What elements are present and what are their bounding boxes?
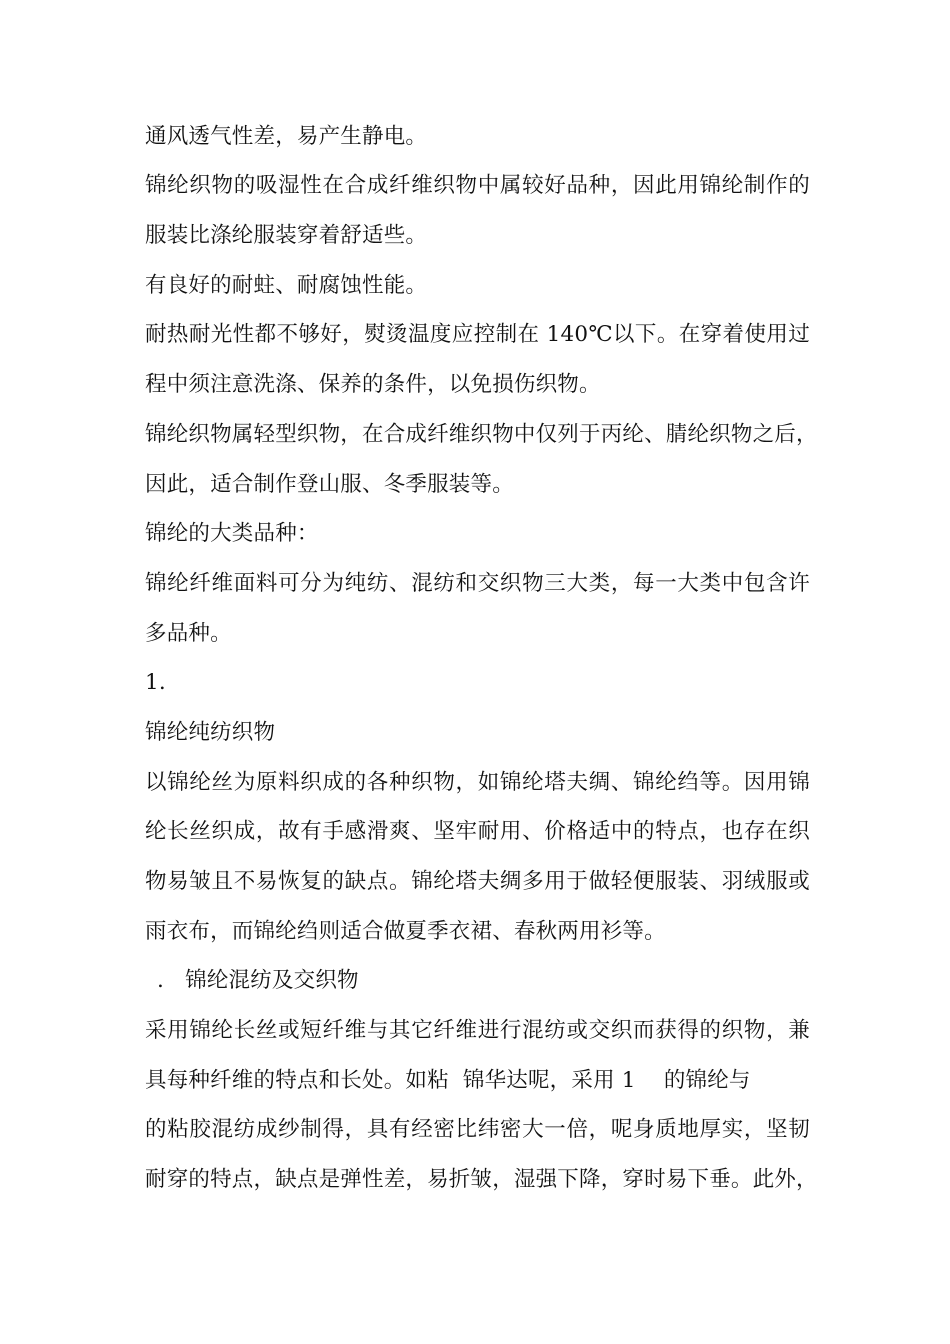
text-line: 锦纶纤维面料可分为纯纺、混纺和交织物三大类，每一大类中包含许 [145,571,810,596]
text-line: 以锦纶丝为原料织成的各种织物，如锦纶塔夫绸、锦纶绉等。因用锦 [145,770,810,795]
text-line: 耐穿的特点，缺点是弹性差，易折皱，湿强下降，穿时易下垂。此外， [145,1167,818,1192]
text-line: 因此，适合制作登山服、冬季服装等。 [145,472,514,497]
text-line: 锦纶织物属轻型织物，在合成纤维织物中仅列于丙纶、腈纶织物之后， [145,422,818,447]
text-line: 通风透气性差，易产生静电。 [145,124,428,149]
text-line: 有良好的耐蛀、耐腐蚀性能。 [145,273,428,298]
text-line: 锦纶的大类品种： [145,521,319,546]
text-line: 服装比涤纶服装穿着舒适些。 [145,223,428,248]
text-line: 纶长丝织成，故有手感滑爽、坚牢耐用、价格适中的特点，也存在织 [145,819,810,844]
section-heading: 锦纶纯纺织物 [145,720,276,745]
text-line: 采用锦纶长丝或短纤维与其它纤维进行混纺或交织而获得的织物，兼 [145,1018,810,1043]
text-line: 程中须注意洗涤、保养的条件，以免损伤织物。 [145,372,601,397]
text-line: 的粘胶混纺成纱制得，具有经密比纬密大一倍，呢身质地厚实，坚韧 [145,1117,810,1142]
text-line: 具每种纤维的特点和长处。如粘 锦华达呢，采用 1 的锦纶与 [145,1068,751,1093]
text-line: 物易皱且不易恢复的缺点。锦纶塔夫绸多用于做轻便服装、羽绒服或 [145,869,810,894]
text-line: 锦纶织物的吸湿性在合成纤维织物中属较好品种，因此用锦纶制作的 [145,173,810,198]
text-line: 耐热耐光性都不够好，熨烫温度应控制在 140℃以下。在穿着使用过 [145,322,810,347]
section-heading: . 锦纶混纺及交织物 [157,968,359,993]
text-line: 雨衣布，而锦纶绉则适合做夏季衣裙、春秋两用衫等。 [145,919,666,944]
section-number: 1. [145,670,166,695]
text-line: 多品种。 [145,621,232,646]
